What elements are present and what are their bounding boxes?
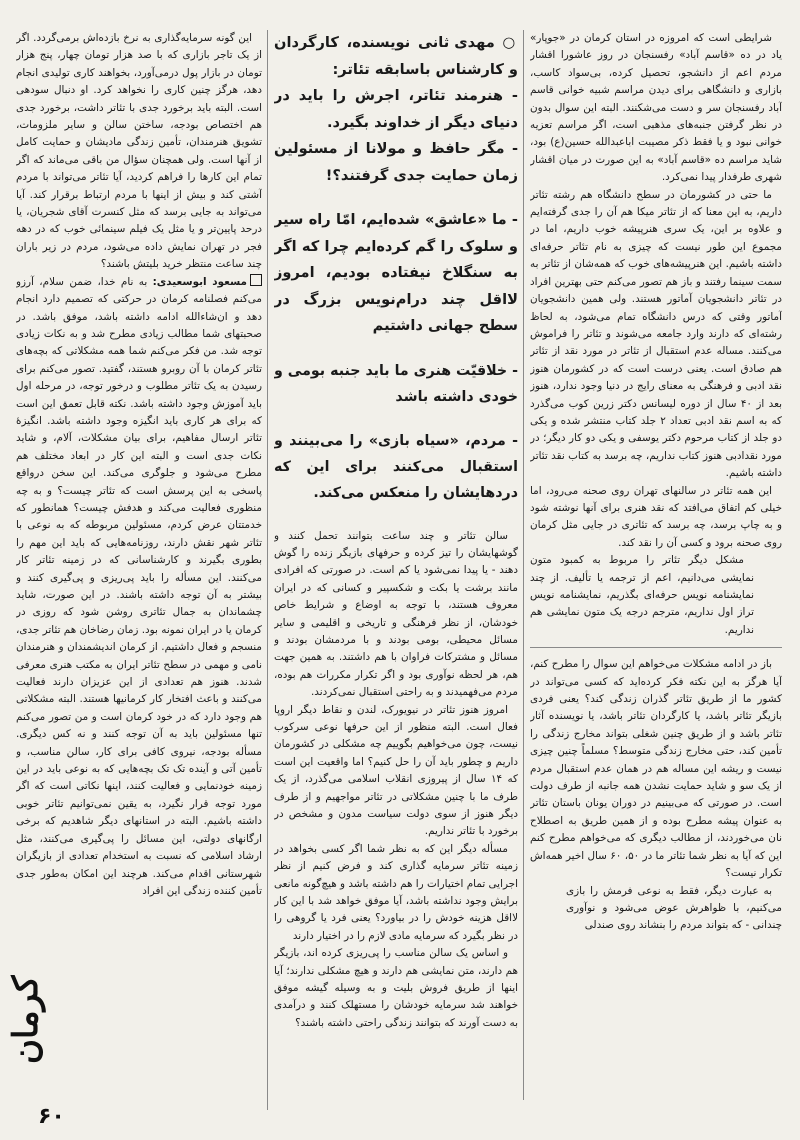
column-rule xyxy=(523,30,524,1100)
body-paragraph: امروز هنوز تئاتر در نیویورک، لندن و نقاط دیگر اروپا فعال است. البته منظور از این حرفها نوعی سرکوب نیست، چون می‌خواهیم بگوییم چه مشکلی در کشورمان داریم و چطور باید آن را حل کنیم؟ اما واقعیت این است که ۱۴ سال از پیروزی انقلاب اسلامی می‌گذرد، از یک طرف ما با چنین مشکلاتی در تئاتر مواجهیم و از طرف دیگر هنوز از سوی دولت سیاست مدون و مشخص در برخورد با تئاتر نداریم. xyxy=(274,703,518,838)
square-bullet-icon xyxy=(250,274,262,286)
article-column-middle xyxy=(274,30,518,1100)
body-paragraph: ما حتی در کشورمان در سطح دانشگاه هم رشته تئاتر داریم، به این معنا که از تئاتر میکا هم آن را جدی گرفته‌ایم و علاوه بر این، یک سری هنرپیشه خوب داریم، اما در مجموع این طور نیست که چیزی به نام تئاتر حرفه‌ای داشته باشیم. این هنرپیشه‌های خوب که همه‌شان از تئاتر به سمت سینما رفتند و باز هم تصور می‌کنم حتی بهترین افراد در تئاتر دانشجویان آماتور هستند. ولی همین دانشجویان آماتور وقتی که درس دانشگاه تمام می‌شود، به لحاظ رشته‌ای که دارند وارد جامعه می‌شوند و تئاتر را فراموش می‌کنند. مساله عدم استقبال از تئاتر در مورد نقد از تئاتر هم صادق است. یعنی درست است که در کشورمان هنوز نقد ادبی و فرهنگی به معنای رایج در دنیا وجود ندارد، هنوز بعد از ۴۰ سال از دوره لیسانس دکتر زرین کوب می‌گذرد که به اسم نقد ادبی تعداد ۲ جلد کتاب منتشر شده و یکی دو جلد از کتاب مرحوم دکتر یوسفی و یکی دو کار دیگر؛ در مورد نقدادبی هنوز کتاب نداریم، چه برسد به کتاب نقد تئاتر داشته باشیم. xyxy=(530,188,782,480)
pull-quote: - مگر حافظ و مولانا از مسئولین زمان حمایت جدی گرفتند؟! xyxy=(274,140,518,184)
body-paragraph: این همه تئاتر در سالنهای تهران روی صحنه می‌رود، اما خیلی کم اتفاق می‌افتد که نقد هنری برای آنها نوشته شود و به چاپ برسد، چه برسد که تئاتری در جایی مثل کرمان روی صحنه برود و کسی آن را نقد کند. xyxy=(530,484,782,549)
circle-bullet-icon: ○ xyxy=(494,34,518,51)
pull-quote-header: ○ مهدی ثانی نویسنده، کارگردان و کارشناس باسابقه تئاتر: - هنرمند تئاتر، اجرش را باید در دنیای دیگر از خداوند بگیرد. - مگر حافظ و مولانا از مسئولین زمان حمایت جدی گرفتند؟! xyxy=(274,34,518,184)
speaker-text: به نام خدا، ضمن سلام، آرزو می‌کنم فصلنامه کرمان در حرکتی که تصمیم دارد انجام دهد و ان‌شاءالله ادامه داشته باشد، موفق باشد. در صحبتهای شما مطالب زیادی مطرح شد و به نکات زیادی توجه شد. من فکر می‌کنم شما همه مشکلاتی که بچه‌های تئاتر کرمان با آن روبرو هستند، گفتید. تصور می‌کنم برای رسیدن به یک تئاتر مطلوب و درخور توجه، در مرحله اول باید آموزش وجود داشته باشد. نکته قابل تعمق این است که برای هر کاری باید انگیزه وجود داشته باشد. انگیزهٔ تئاتر ارسال مفاهیم، برای بیان مشکلات، آلام، و شاید نکات جدی است و البته این کار در ابعاد مختلف هم مطرح می‌شود و جلوگری می‌کند. این سخن درواقع پاسخی به این پرسش است که تئاتر چیست؟ و به چه منظوری فعالیت می‌کند و هدفش چیست؟ همانطور که خدمتتان عرض کردم، مسئولین مربوطه که به نوعی با تئاتر شهر نقش دارند، روزنامه‌هایی که باید این مهم را بطوری بگیرند و کارشناسانی که در زمینه تئاتر کار می‌کنند. این مسأله را باید پی‌ریزی و پی‌گیری کنند و بیشتر به آن توجه داشته باشند. در این صورت، شاید چشماندان به جمال تئاتری روشن شود که روزی در کرمان یا در ایران نمونه بود. زمان رضاخان هم تئاتر جدی، منسجم و فعال داشتیم. از کرمان اندیشمندان و هنرمندان نامی و مهمی در سطح تئاتر ایران به مکتب هنری معرفی شدند. هنوز هم تعدادی از این عزیزان دارند فعالیت می‌کنند و باعث افتخار کار کرمانیها هستند. البته مشکلاتی هم وجود دارد که در خود کرمان است و من تصور می‌کنم تنها مسئولین باید به آن توجه کنند و نه کس دیگری. مسأله بودجه، نیروی کافی برای کار، سالن مناسب، و تأمین آتی و آینده تک تک بچه‌هایی که به نوعی باید در این زمینه خودنمایی و فعالیت کنند، اینها نکاتی است که اگر مورد توجه قرار نگیرد، به یقین نمی‌توانیم تئاتر خوبی داشته باشیم. البته در استانهای دیگر شاهدیم که برخی ارگانهای دولتی، این مسائل را پی‌گیری می‌کنند، مثل ارشاد اسلامی که نسبت به استخدام تعدادی از بازیگران شهرستانی اقدام می‌کند. هرچند این امکان به‌طور جدی تأمین کننده زندگی این افراد xyxy=(16,275,262,897)
article-column-right xyxy=(530,30,782,1080)
pull-quote: - هنرمند تئاتر، اجرش را باید در دنیای دیگر از خداوند بگیرد. xyxy=(274,87,518,131)
article-column-left xyxy=(16,30,262,1110)
pull-quote: - مردم، «سیاه بازی» را می‌بینند و استقبال می‌کنند برای این که دردهایشان را منعکس می‌کند. xyxy=(274,432,518,501)
speaker-name: مسعود ابوسعیدی: xyxy=(152,275,247,288)
body-paragraph: سالن تئاتر و چند ساعت بتوانند تحمل کنند و گوشهایشان را تیز کرده و حرفهای بازیگر زنده را گوش دهند - یا پیدا نمی‌شود یا کم است. در صورتی که افرادی مانند برشت یا بکت و شکسپیر و کسانی که در ایران معروف هستند، با توجه به اوضاع و شرایط خاص خودشان، از نظر فرهنگی و تاریخی و اقلیمی و سایر مسائل محیطی، بومی بودند و با مردمشان بودند و مسائل و مشترکات فراوان با هم داشتند. به همین جهت هم، هر لحظه نوآوری بود و اگر تکرار مکررات هم بوده، مردم می‌فهمیدند و به راحتی استقبال نمی‌کردند. xyxy=(274,529,518,699)
pull-quote: - خلاقیّت هنری ما باید جنبه بومی و خودی داشته باشد xyxy=(274,362,518,405)
column-rule xyxy=(267,30,268,1110)
body-paragraph: این گونه سرمایه‌گذاری به نرخ بازده‌اش برمی‌گردد. اگر از یک تاجر بازاری که با صد هزار تومان چهار، پنج هزار تومان در بازار پول درمی‌آورد، بخواهند کاری تولیدی انجام دهد، هرگز چنین کاری را نخواهد کرد. او دنبال سودهی است. البته باید برخورد جدی با تئاتر داشت، برخورد جدی هم اختصاص بودجه، ساختن سالن و سایر ملزومات، تشویق هنرمندان، تأمین زندگی مادیشان و حمایت کامل از آنها است. ولی همچنان سؤال من باقی می‌ماند که اگر تمام این کارها را فراهم کردید، آیا تئاتر می‌تواند با مردم آشتی کند و بیش از اینها با مردم ارتباط برقرار کند. آیا می‌تواند به جایی برسد که مثل کنسرت آقای شجریان، یا درحد پایین‌تر و یا مثل یک فیلم سینمائی خوب که در دهه فجر در تهران نمایش داده می‌شود، مردم در زیر باران چند ساعت منتظر خرید بلیتش باشند؟ xyxy=(16,32,262,271)
body-paragraph: به عبارت دیگر، فقط به نوعی فرمش را بازی می‌کنیم، با ظواهرش عوض می‌شود و نوآوری چندانی - که بتواند مردم را بنشاند روی صندلی xyxy=(566,884,782,932)
pull-quote: - ما «عاشق» شده‌ایم، امّا راه سیر و سلوک را گم کرده‌ایم چرا که اگر به سنگلاخ نیفتاده بودیم، امروز لااقل چند درام‌نویس بزرگ در سطح جهانی داشتیم xyxy=(274,211,518,334)
magazine-logo: کرمان xyxy=(6,975,46,1065)
speaker-paragraph xyxy=(16,274,262,901)
body-paragraph: باز در ادامه مشکلات می‌خواهم این سوال را مطرح کنم، آیا هرگز به این نکته فکر کرده‌اید که کسی می‌تواند در کشور ما از طریق تئاتر گذران زندگی کند؟ یعنی فردی بازیگر تئاتر باشد، یا کارگردان تئاتر باشد، یا نویسنده آثار تئاتر باشد و از طریق چنین شغلی بتواند مخارج زندگی را تأمین کند، حتی مخارج زندگی متوسط؟ مسلماً چنین چیزی نیست و ریشه این مساله هم در همان عدم استقبال مردم از یک سو و شاید حمایت نشدن همه جانبه از طرف دولت است. در صورتی که می‌بینیم در دوران یونان باستان تئاتر به عنوان پیشه مطرح بوده و از همین طریق به اصطلاح نان می‌خوردند، از مطالب دیگری که می‌خواهم مطرح کنم این که آیا به نظر شما تئاتر ما در ۵۰، ۶۰ سال اخیر همه‌اش تکرار نیست؟ xyxy=(530,658,782,880)
section-divider xyxy=(530,647,782,648)
body-paragraph: مشکل دیگر تئاتر را مربوط به کمبود متون نمایشی می‌دانیم، اعم از ترجمه یا تألیف. از چند نمایشنامه نویس حرفه‌ای بگذریم، نمایشنامه نویس تراز اول نداریم، مترجم درجه یک متون نمایشی هم نداریم. xyxy=(530,554,754,636)
body-paragraph: مسأله دیگر این که به نظر شما اگر کسی بخواهد در زمینه تئاتر سرمایه گذاری کند و فرض کنیم از نظر اجرایی تمام اختیارات را هم داشته باشد و هیچ‌گونه مانعی برایش وجود نداشته باشد، آیا موفق خواهد شد با این کار لااقل هزینه خودش را در بیاورد؟ یعنی فرد یا گروهی را در نظر بگیرد که سرمایه مادی لازم را در اختیار دارند xyxy=(274,842,518,942)
page-number: ۶۰ xyxy=(38,1104,65,1129)
body-paragraph: و اساس یک سالن مناسب را پی‌ریزی کرده اند، بازیگر هم دارند، متن نمایشی هم دارند و هیچ مشکلی ندارند؛ آیا اینها از طریق فروش بلیت و به وسیله گیشه موفق خواهند شد سرمایه خودشان را مستهلک کنند و درآمدی به دست آورند که بتوانند زندگی راحتی داشته باشند؟ xyxy=(274,947,518,1029)
body-paragraph: شرایطی است که امروزه در استان کرمان در «جوپار» یاد در ده «قاسم آباد» رفسنجان در روز عاشورا اقشار مردم اعم از دانشجو، تحصیل کرده، بی‌سواد کاسب، بازاری و دانشگاهی برای دیدن مراسم شبیه خوانی قاسم آباد رفسنجان سر و دست می‌شکنند. البته این سوال بدون در نظر گرفتن جنبه‌های مذهبی است، اگر مراسم تعزیه خوانی نبود و یا فقط ذکر مصیبت اباعبدالله حسین(ع) بود، شاید مراسم ده «قاسم آباد» به این صورت در میان اقشار شهری طرفدار پیدا نمی‌کرد. xyxy=(530,32,782,184)
